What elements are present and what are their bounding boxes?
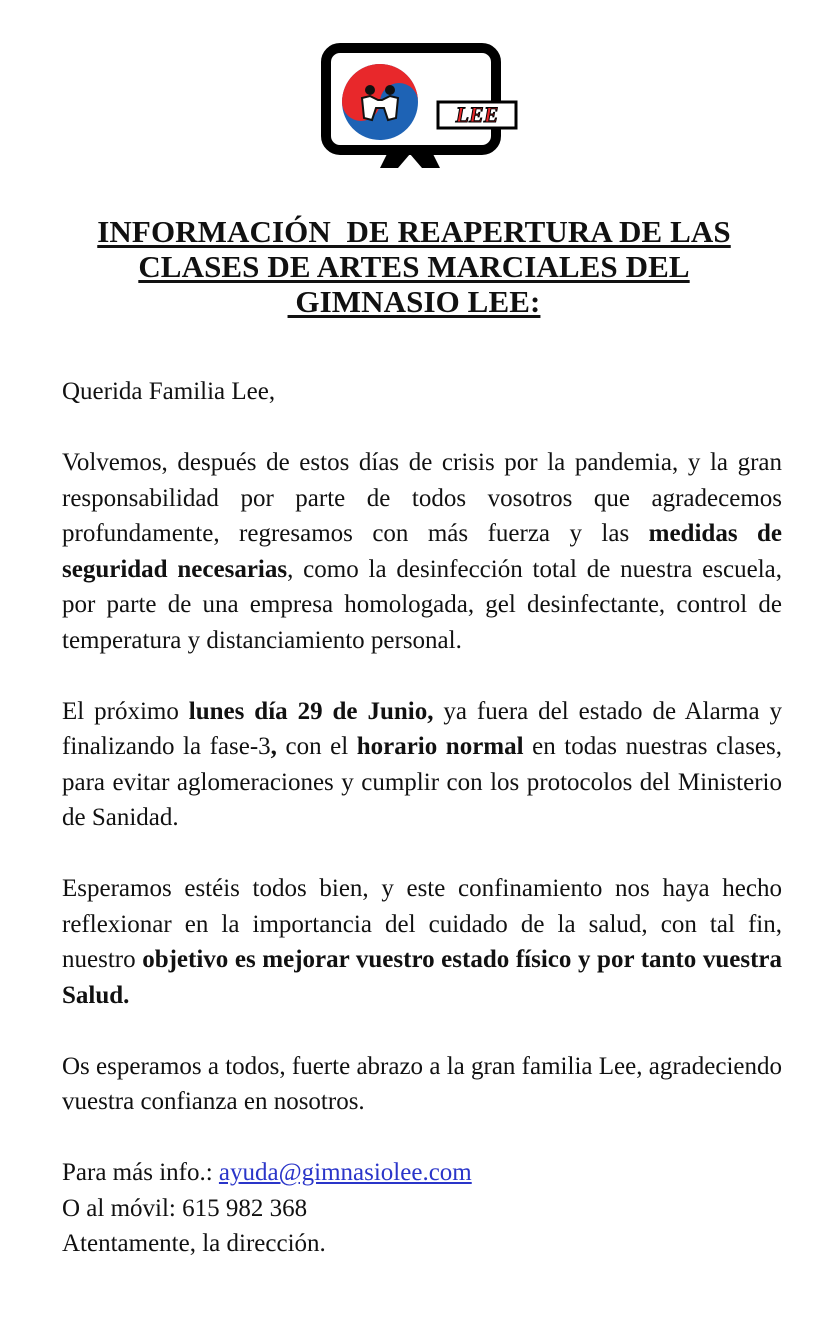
p3-text-a: Esperamos estéis todos bien, y este confinamiento nos haya hecho reflexionar en la importancia del cuidado de la salud, con tal fin, nuestro <box>62 875 782 973</box>
title-line-3: GIMNASIO LEE: <box>287 284 541 319</box>
page-title <box>40 214 788 319</box>
p2-text-c: ya fuera del estado de Alarma y finalizando la fase-3 <box>62 697 782 760</box>
paragraph-health <box>62 871 782 1013</box>
p2-bold-comma: , <box>270 733 277 760</box>
gimnasio-lee-logo <box>318 40 528 170</box>
p3-bold-objective: objetivo es mejorar vuestro estado físico y por tanto vuestra Salud. <box>62 946 782 1009</box>
contact-phone: O al móvil: 615 982 368 <box>62 1194 308 1222</box>
contact-info-label: Para más info.: <box>62 1159 219 1186</box>
signoff: Atentamente, la dirección. <box>62 1230 326 1257</box>
p2-text-a: El próximo <box>62 697 189 725</box>
p2-bold-schedule: horario normal <box>356 733 524 760</box>
p2-text-g: en todas nuestras clases, para evitar aglomeraciones y cumplir con los protocolos del Ministerio de Sanidad. <box>62 733 782 831</box>
paragraph-farewell: Os esperamos a todos, fuerte abrazo a la gran familia Lee, agradeciendo vuestra confianza en nosotros. <box>62 1052 782 1115</box>
greeting: Querida Familia Lee, <box>62 378 276 405</box>
paragraph-reopening <box>62 445 782 658</box>
email-link[interactable]: ayuda@gimnasiolee.com <box>218 1159 472 1186</box>
p1-text-a: Volvemos, después de estos días de crisis por la pandemia, y la gran responsabilidad por parte de todos vosotros que agradecemos profundamente, regresamos con más fuerza y las <box>62 449 782 547</box>
contact-block <box>62 1155 782 1262</box>
p2-bold-date: lunes día 29 de Junio, <box>188 697 434 725</box>
p1-bold-safety-measures: medidas de seguridad necesarias <box>62 520 782 583</box>
title-line-1: INFORMACIÓN DE REAPERTURA DE LAS <box>97 214 731 249</box>
letter-body <box>62 374 782 1297</box>
p2-text-e: con el <box>276 733 357 760</box>
paragraph-date <box>62 694 782 836</box>
title-line-2: CLASES DE ARTES MARCIALES DEL <box>138 249 690 284</box>
contact-info-line <box>62 1155 782 1191</box>
p1-text-c: , como la desinfección total de nuestra escuela, por parte de una empresa homologada, gel desinfectante, control de temperatura y distanciamiento personal. <box>62 555 782 654</box>
logo-text: LEE <box>455 102 499 127</box>
